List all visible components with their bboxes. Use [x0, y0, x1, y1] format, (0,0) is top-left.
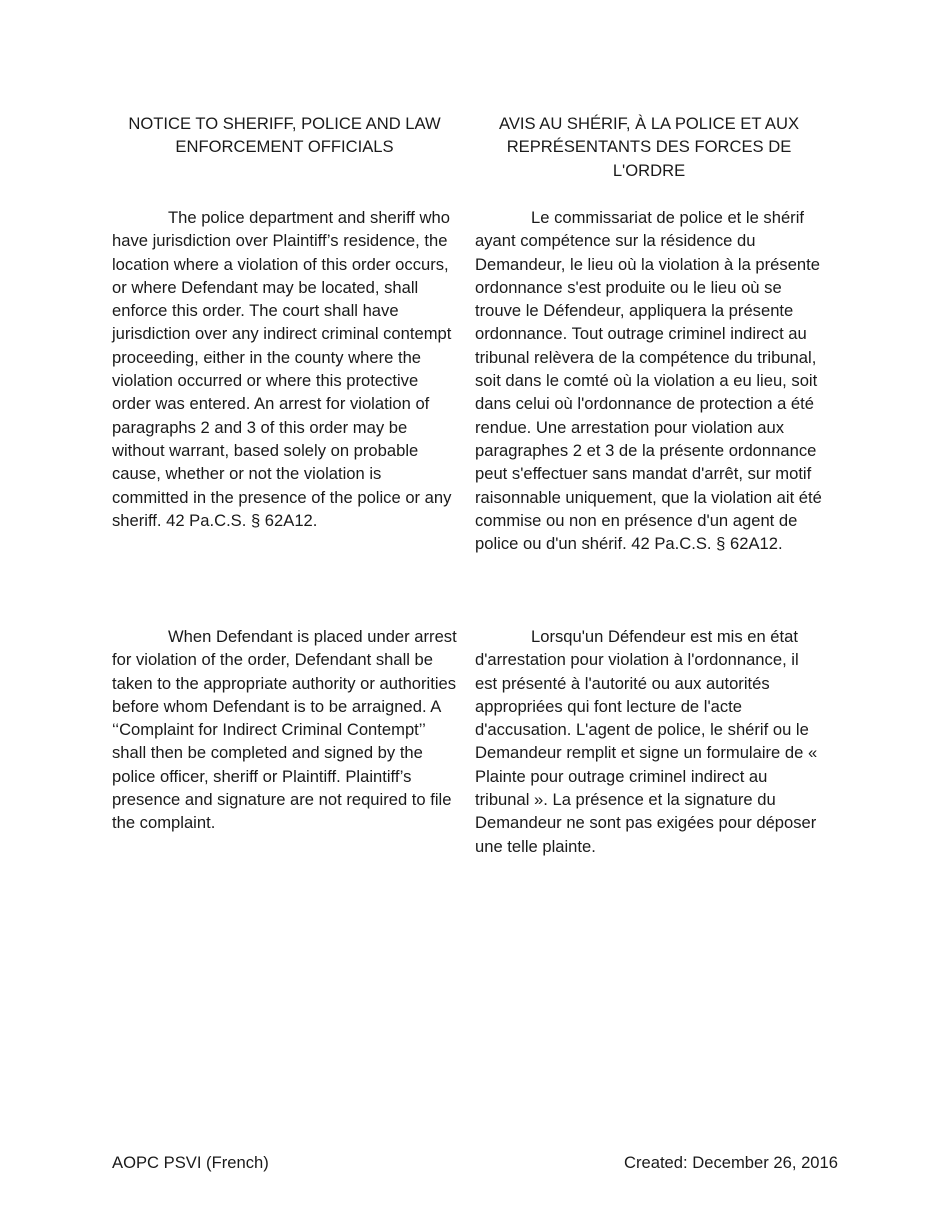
english-column: [112, 112, 457, 833]
footer-form-id: AOPC PSVI (French): [112, 1153, 269, 1172]
french-heading: AVIS AU SHÉRIF, À LA POLICE ET AUX REPRÉSENTANTS DES FORCES DE L'ORDRE: [498, 114, 800, 180]
english-paragraph-enforcement: The police department and sheriff who have jurisdiction over Plaintiff’s residence, the location where a violation of this order occurs, or where Defendant may be located, shall enforce this order. The court shall have jurisdiction over any indirect criminal contempt proceeding, either in the county where the violation occurred or where this protective order was entered. An arrest for violation of paragraphs 2 and 3 of this order may be without warrant, based solely on probable cause, whether or not the violation is committed in the presence of the police or any sheriff. 42 Pa.C.S. § 62A12.: [112, 208, 452, 530]
english-heading: NOTICE TO SHERIFF, POLICE AND LAW ENFORCEMENT OFFICIALS: [128, 114, 441, 157]
french-column: [475, 112, 823, 856]
english-paragraph-arrest: When Defendant is placed under arrest for violation of the order, Defendant shall be taken to the appropriate authority or authorities before whom Defendant is to be arraigned. A ‘‘Complaint for Indirect Criminal Contempt’’ shall then be completed and signed by the police officer, sheriff or Plaintiff. Plaintiff’s presence and signature are not required to file the complaint.: [112, 627, 457, 833]
french-paragraph-arrest: Lorsqu'un Défendeur est mis en état d'arrestation pour violation à l'ordonnance, il est présenté à l'autorité ou aux autorités appropriées qui font lecture de l'acte d'accusation. L'agent de police, le shérif ou le Demandeur remplit et signe un formulaire de « Plainte pour outrage criminel indirect au tribunal ». La présence et la signature du Demandeur ne sont pas exigées pour déposer une telle plainte.: [475, 627, 818, 856]
footer-created-date: Created: December 26, 2016: [623, 1153, 838, 1172]
french-paragraph-enforcement: Le commissariat de police et le shérif ayant compétence sur la résidence du Demandeur, le lieu où la violation à la présente ordonnance s'est produite ou le lieu où se trouve le Défendeur, appliquera la présente ordonnance. Tout outrage criminel indirect au tribunal relèvera de la compétence du tribunal, soit dans le comté où la violation a eu lieu, soit dans celui où l'ordonnance de protection a été rendue. Une arrestation pour violation aux paragraphes 2 et 3 de la présente ordonnance peut s'effectuer sans mandat d'arrêt, sur motif raisonnable uniquement, que la violation ait été commise ou non en présence d'un agent de police ou d'un shérif. 42 Pa.C.S. § 62A12.: [475, 208, 822, 554]
